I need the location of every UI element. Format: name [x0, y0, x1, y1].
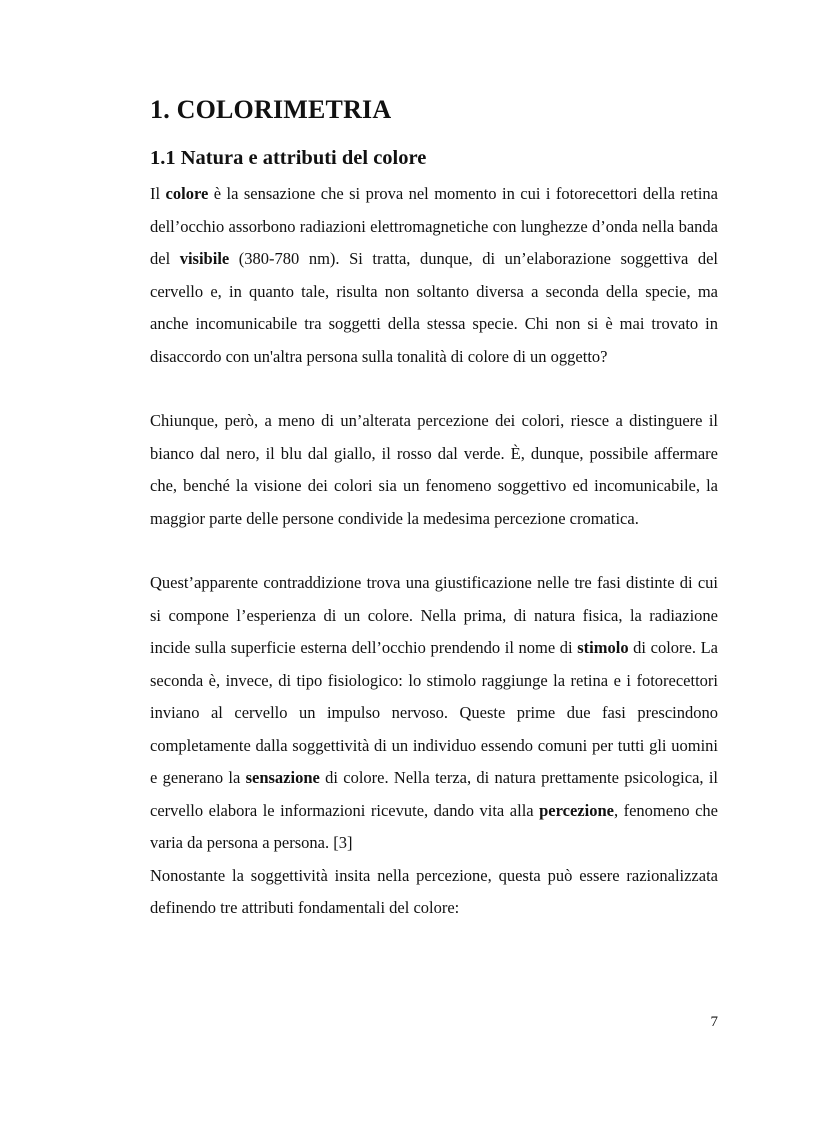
- term-sensazione: sensazione: [245, 768, 320, 787]
- term-stimolo: stimolo: [577, 638, 629, 657]
- paragraph-2: Chiunque, però, a meno di un’alterata percezione dei colori, riesce a distinguere il bianco dal nero, il blu dal giallo, il rosso dal verde. È, dunque, possibile affermare che, benché la visione dei colori sia un fenomeno soggettivo ed incomunicabile, la maggior parte delle persone condivide la medesima percezione cromatica.: [150, 411, 718, 528]
- term-visibile: visibile: [179, 249, 230, 268]
- section-title: 1.1 Natura e attributi del colore: [150, 147, 427, 169]
- paragraph-4: Nonostante la soggettività insita nella percezione, questa può essere razionalizzata definendo tre attributi fondamentali del colore:: [150, 865, 718, 917]
- paragraph-1-text-1: Il: [150, 184, 166, 203]
- paragraph-1-text-2: è la sensazione che si prova nel momento in cui i fotorecettori della retina dell’occhio assorbono radiazioni elettromagnetiche con lunghezze d’onda nella banda del: [150, 184, 718, 268]
- paragraph-spacer: [150, 373, 718, 405]
- paragraph-3-text-3: di colore. Nella terza, di natura prettamente psicologica, il cervello elabora le informazioni ricevute, dando vita alla: [150, 768, 718, 820]
- paragraph-spacer: [150, 535, 718, 567]
- term-colore: colore: [165, 184, 209, 203]
- paragraph-3-text-1: Quest’apparente contraddizione trova una giustificazione nelle tre fasi distinte di cui si compone l’esperienza di un colore. Nella prima, di natura fisica, la radiazione incide sulla superficie esterna dell’occhio prendendo il nome di: [150, 573, 718, 657]
- document-page: [150, 90, 718, 925]
- paragraph-3-text-2: di colore. La seconda è, invece, di tipo fisiologico: lo stimolo raggiunge la retina e i fotorecettori inviano al cervello un impulso nervoso. Queste prime due fasi prescindono completamente dalla soggettività di un individuo essendo comuni per tutti gli uomini e generano la: [150, 638, 718, 787]
- paragraph-3-text-4: , fenomeno che varia da persona a persona. [3]: [150, 800, 719, 852]
- paragraph-1-text-3: (380-780 nm). Si tratta, dunque, di un’elaborazione soggettiva del cervello e, in quanto tale, risulta non soltanto diversa a seconda della specie, ma anche incomunicabile tra soggetti della stessa specie. Chi non si è mai trovato in disaccordo con un'altra persona sulla tonalità di colore di un oggetto?: [150, 249, 718, 366]
- term-percezione: percezione: [539, 800, 614, 820]
- chapter-title: 1. COLORIMETRIA: [150, 95, 392, 124]
- paragraph-1: [150, 178, 718, 373]
- page-number: 7: [710, 1014, 718, 1030]
- paragraph-3: [150, 567, 718, 860]
